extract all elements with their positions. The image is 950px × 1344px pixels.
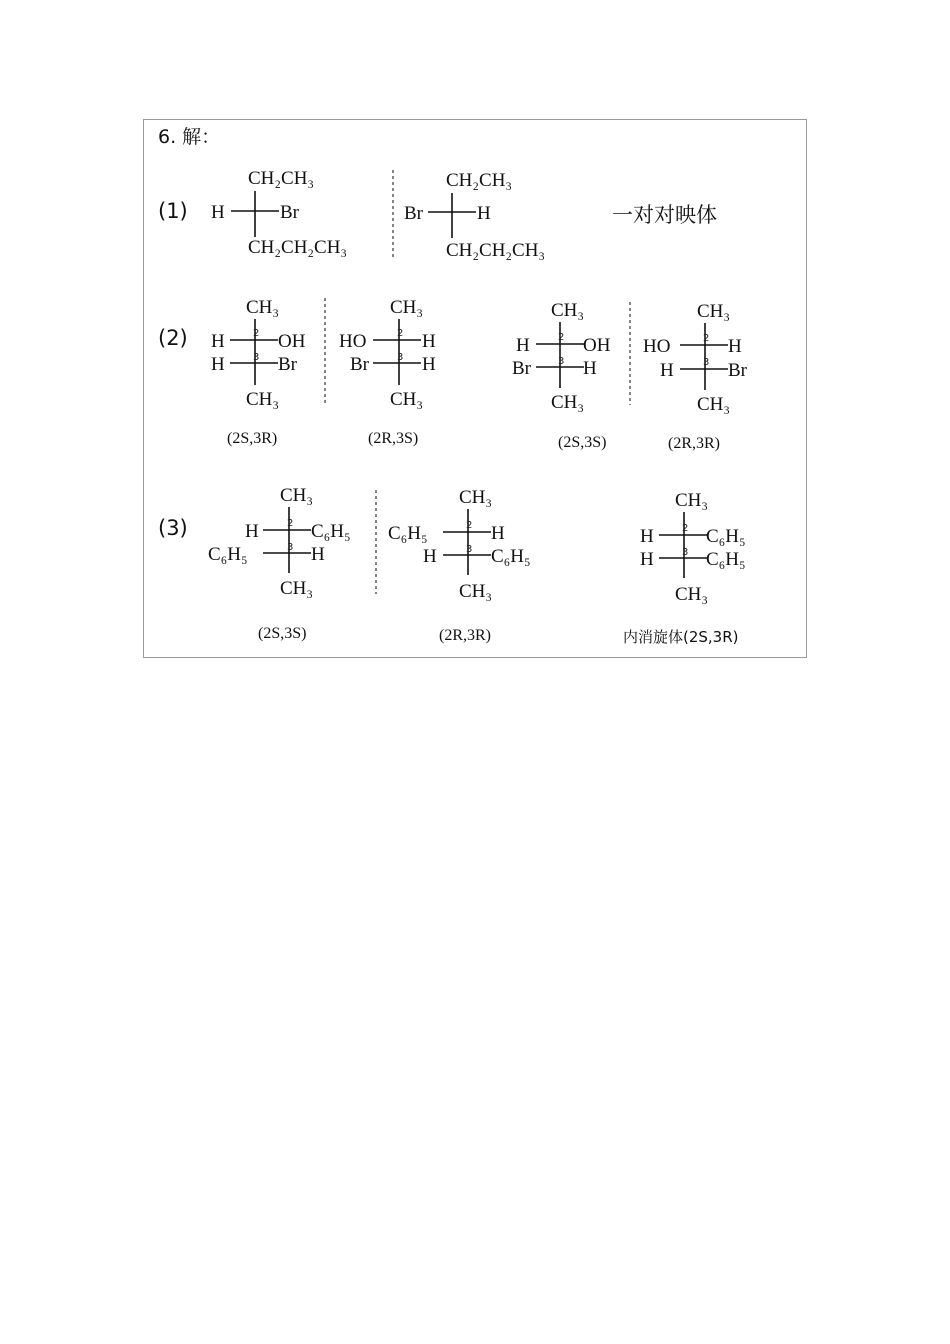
svg-text:CH₃: CH₃ xyxy=(551,392,585,413)
svg-text:2: 2 xyxy=(703,333,710,344)
svg-text:3: 3 xyxy=(397,352,404,363)
part1-left-structure xyxy=(211,168,347,258)
enantiomer-note: 一对对映体 xyxy=(612,203,717,227)
svg-text:CH₃: CH₃ xyxy=(280,485,314,506)
svg-text:2: 2 xyxy=(253,328,260,339)
svg-text:CH₃: CH₃ xyxy=(390,297,424,318)
svg-text:C₆H₅: C₆H₅ xyxy=(706,526,746,547)
svg-text:C₆H₅: C₆H₅ xyxy=(706,549,746,570)
svg-text:Br: Br xyxy=(350,354,369,375)
part3-structure-1 xyxy=(208,485,351,642)
svg-text:C₆H₅: C₆H₅ xyxy=(311,521,351,542)
p1r-top: CH₂CH₃ xyxy=(446,170,513,191)
svg-text:H: H xyxy=(211,354,225,375)
part3-label: (3) xyxy=(158,516,188,540)
svg-text:2: 2 xyxy=(682,523,689,534)
svg-text:CH₃: CH₃ xyxy=(246,297,280,318)
p1r-right: H xyxy=(477,203,491,224)
part2-label: (2) xyxy=(158,326,188,350)
svg-text:H: H xyxy=(516,335,530,356)
svg-text:CH₃: CH₃ xyxy=(551,300,585,321)
part3-structure-2 xyxy=(388,487,531,644)
part1-right-structure xyxy=(404,170,545,261)
svg-text:Br: Br xyxy=(512,358,531,379)
p1l-left: H xyxy=(211,202,225,223)
svg-text:HO: HO xyxy=(339,331,367,352)
svg-text:Br: Br xyxy=(278,354,297,375)
svg-text:HO: HO xyxy=(643,336,671,357)
svg-text:3: 3 xyxy=(287,542,294,553)
svg-text:2: 2 xyxy=(558,332,565,343)
svg-text:CH₃: CH₃ xyxy=(459,487,493,508)
part3-structure-3 xyxy=(623,490,746,646)
part1-label: (1) xyxy=(158,199,188,223)
config-label: (2R,3R) xyxy=(668,435,720,452)
svg-text:3: 3 xyxy=(466,544,473,555)
svg-text:H: H xyxy=(640,526,654,547)
svg-text:CH₃: CH₃ xyxy=(675,490,709,511)
svg-text:2: 2 xyxy=(397,328,404,339)
svg-text:CH₃: CH₃ xyxy=(697,301,731,322)
svg-text:H: H xyxy=(423,546,437,567)
svg-text:CH₃: CH₃ xyxy=(280,578,314,599)
svg-text:H: H xyxy=(728,336,742,357)
svg-text:H: H xyxy=(211,331,225,352)
config-label: (2S,3S) xyxy=(258,625,307,642)
meso-config-label: 内消旋体(2S,3R) xyxy=(623,628,739,646)
svg-text:H: H xyxy=(660,360,674,381)
config-label: (2S,3R) xyxy=(227,430,278,447)
svg-text:C₆H₅: C₆H₅ xyxy=(388,523,428,544)
svg-text:C₆H₅: C₆H₅ xyxy=(208,544,248,565)
p1l-bottom: CH₂CH₂CH₃ xyxy=(248,237,348,258)
svg-text:H: H xyxy=(422,331,436,352)
svg-text:H: H xyxy=(311,544,325,565)
svg-text:3: 3 xyxy=(682,547,689,558)
svg-text:OH: OH xyxy=(583,335,611,356)
svg-text:CH₃: CH₃ xyxy=(390,389,424,410)
heading: 6. 解： xyxy=(158,126,221,148)
svg-text:3: 3 xyxy=(253,352,260,363)
p1l-right: Br xyxy=(280,202,299,223)
config-label: (2R,3S) xyxy=(368,430,419,447)
svg-text:CH₃: CH₃ xyxy=(246,389,280,410)
svg-text:H: H xyxy=(491,523,505,544)
svg-text:H: H xyxy=(583,358,597,379)
part2-structure-3 xyxy=(512,300,611,451)
config-label: (2S,3S) xyxy=(558,434,607,451)
svg-text:CH₃: CH₃ xyxy=(459,581,493,602)
p1r-bottom: CH₂CH₂CH₃ xyxy=(446,240,546,261)
svg-text:Br: Br xyxy=(728,360,747,381)
svg-text:H: H xyxy=(245,521,259,542)
svg-text:OH: OH xyxy=(278,331,306,352)
config-label: (2R,3R) xyxy=(439,627,491,644)
svg-text:3: 3 xyxy=(558,356,565,367)
p1r-left: Br xyxy=(404,203,423,224)
svg-text:C₆H₅: C₆H₅ xyxy=(491,546,531,567)
svg-text:2: 2 xyxy=(287,518,294,529)
part2-structure-4 xyxy=(643,301,748,452)
part2-structure-1 xyxy=(211,297,306,447)
p1l-top: CH₂CH₃ xyxy=(248,168,315,189)
svg-text:CH₃: CH₃ xyxy=(675,584,709,605)
svg-text:CH₃: CH₃ xyxy=(697,394,731,415)
svg-text:3: 3 xyxy=(703,357,710,368)
svg-text:H: H xyxy=(422,354,436,375)
part2-structure-2 xyxy=(339,297,436,447)
svg-text:H: H xyxy=(640,549,654,570)
svg-text:2: 2 xyxy=(466,520,473,531)
